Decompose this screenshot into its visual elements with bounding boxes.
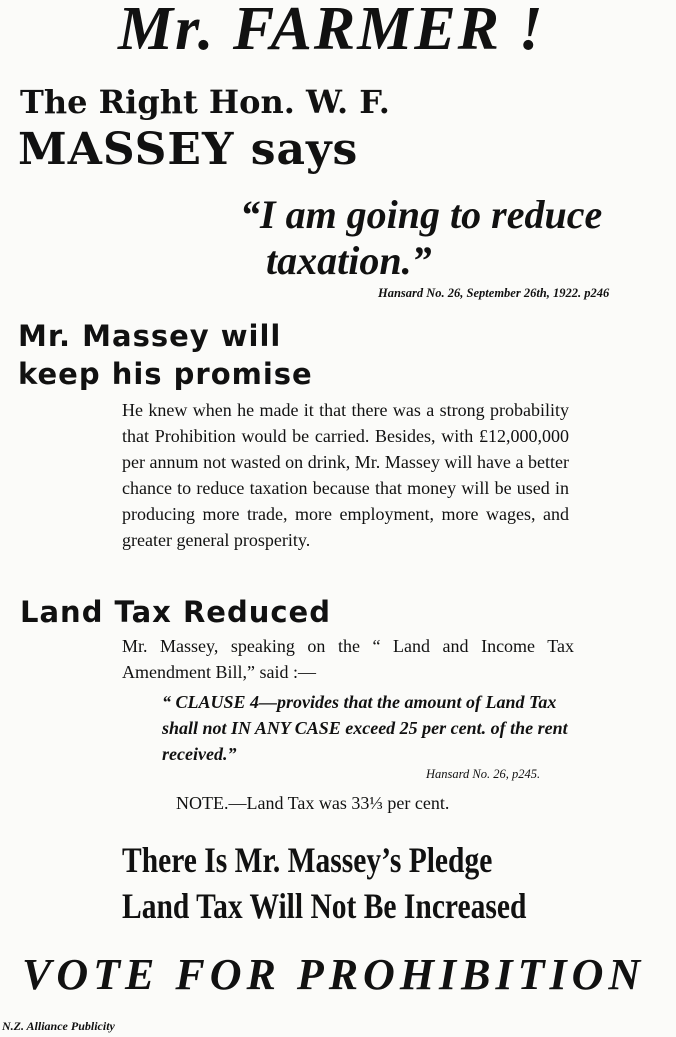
pledge-line-2: Land Tax Will Not Be Increased bbox=[122, 886, 527, 926]
pledge-line-1: There Is Mr. Massey’s Pledge bbox=[122, 840, 493, 880]
quote-line-1: “I am going to reduce bbox=[240, 192, 603, 237]
quote-line-2: taxation.” bbox=[266, 238, 432, 283]
clause-4-quote: “ CLAUSE 4—provides that the amount of Land Tax shall not IN ANY CASE exceed 25 per cent. of the rent received.” bbox=[162, 692, 568, 764]
headline-mr-farmer: Mr. FARMER ! bbox=[118, 0, 545, 63]
section-heading-land-tax: Land Tax Reduced bbox=[20, 595, 331, 629]
promise-paragraph: He knew when he made it that there was a strong probability that Prohibition would be carried. Besides, with £12,000,000 per annum not wasted on drink, Mr. Massey will have a better chance to reduce taxation because that money will be used in producing more trade, more employment, more wages, and greater general prosperity. bbox=[122, 400, 569, 550]
section-heading-promise-line-1: Mr. Massey will bbox=[18, 319, 282, 353]
section-heading-promise-line-2: keep his promise bbox=[18, 357, 313, 391]
vote-for-prohibition: VOTE FOR PROHIBITION bbox=[22, 950, 646, 999]
massey-says-line: MASSEY says bbox=[18, 124, 359, 175]
quote-citation: Hansard No. 26, September 26th, 1922. p246 bbox=[378, 286, 610, 300]
right-hon-line: The Right Hon. W. F. bbox=[20, 83, 390, 121]
publisher-credit: N.Z. Alliance Publicity bbox=[2, 1019, 115, 1033]
land-tax-intro: Mr. Massey, speaking on the “ Land and Income Tax Amendment Bill,” said :— bbox=[122, 636, 574, 682]
clause-citation: Hansard No. 26, p245. bbox=[426, 767, 541, 781]
land-tax-note: NOTE.—Land Tax was 33⅓ per cent. bbox=[176, 793, 450, 813]
